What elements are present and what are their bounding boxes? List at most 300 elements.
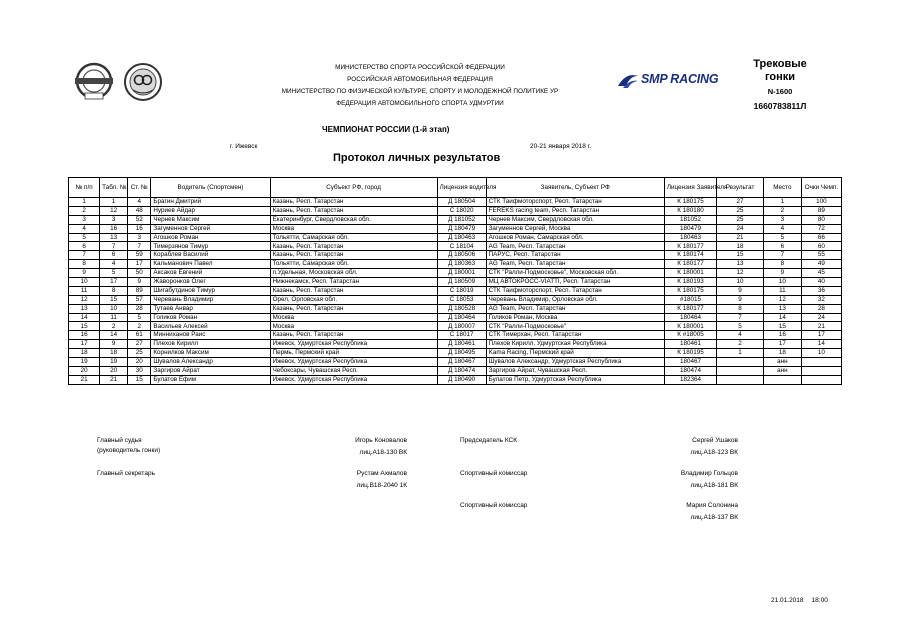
cell-entrant-license: 180467 xyxy=(664,358,716,367)
cell-driver: Брагин Дмитрий xyxy=(151,198,270,207)
cell-num: 4 xyxy=(69,224,100,233)
cell-entrant: Загуменнов Сергей, Москва xyxy=(486,224,664,233)
cell-table-num: 11 xyxy=(100,313,128,322)
cell-table-num: 7 xyxy=(100,242,128,251)
cell-result: 9 xyxy=(717,286,764,295)
cell-entrant: МЦ АВТОКРОСС-VIATTI, Респ. Татарстан xyxy=(486,278,664,287)
table-row xyxy=(69,286,842,295)
cell-place: 17 xyxy=(763,340,801,349)
cell-place: 12 xyxy=(763,295,801,304)
cell-region: Тольятти, Самарская обл. xyxy=(270,260,437,269)
cell-table-num: 10 xyxy=(100,304,128,313)
cell-points: 66 xyxy=(801,233,841,242)
cell-points xyxy=(801,375,841,384)
cell-table-num: 5 xyxy=(100,269,128,278)
cell-start-num: 15 xyxy=(128,375,151,384)
results-table xyxy=(68,177,842,385)
cell-table-num: 12 xyxy=(100,206,128,215)
table-row xyxy=(69,340,842,349)
cell-entrant: СТК "Ралли-Подмосковье" xyxy=(486,322,664,331)
col-header-place: Место xyxy=(763,178,801,198)
cell-result: 24 xyxy=(717,224,764,233)
discipline-line1: Трековые xyxy=(753,58,807,70)
cell-points: 21 xyxy=(801,322,841,331)
cell-start-num: 57 xyxy=(128,295,151,304)
cell-num: 9 xyxy=(69,269,100,278)
cell-table-num: 8 xyxy=(100,286,128,295)
cell-table-num: 6 xyxy=(100,251,128,260)
event-city: г. Ижевск xyxy=(230,143,258,150)
cell-table-num: 21 xyxy=(100,375,128,384)
cell-table-num: 3 xyxy=(100,215,128,224)
results-body xyxy=(69,198,842,385)
chief-secretary-label: Главный секретарь xyxy=(97,470,155,477)
cell-driver: Агошков Роман xyxy=(151,233,270,242)
class-label: N-1600 xyxy=(767,87,793,96)
cell-result xyxy=(717,375,764,384)
organizers-block xyxy=(240,62,600,110)
championship-title: ЧЕМПИОНАТ РОССИИ (1-й этап) xyxy=(322,125,450,134)
cell-result: 10 xyxy=(717,278,764,287)
cell-start-num: 61 xyxy=(128,331,151,340)
cell-start-num: 28 xyxy=(128,304,151,313)
cell-place: 11 xyxy=(763,286,801,295)
chief-secretary-name: Рустам Ахмалов xyxy=(356,470,407,477)
cell-table-num: 4 xyxy=(100,260,128,269)
cell-region: Казань, Респ. Татарстан xyxy=(270,242,437,251)
commissar-2-name: Мария Солонина xyxy=(686,502,738,509)
table-row xyxy=(69,242,842,251)
cell-entrant: СТК Таифмоторспорт, Респ. Татарстан xyxy=(486,198,664,207)
cell-result: 5 xyxy=(717,322,764,331)
cell-driver-license: С 18104 xyxy=(437,242,486,251)
cell-region: Ижевск, Удмуртская Республика xyxy=(270,375,437,384)
cell-start-num: 59 xyxy=(128,251,151,260)
cell-start-num: 50 xyxy=(128,269,151,278)
cell-result: 13 xyxy=(717,260,764,269)
cell-result xyxy=(717,358,764,367)
cell-result: 25 xyxy=(717,215,764,224)
event-dates: 20-21 января 2018 г. xyxy=(530,143,592,150)
cell-entrant: СТК Тимерхан, Респ. Татарстан xyxy=(486,331,664,340)
cell-start-num: 30 xyxy=(128,366,151,375)
cell-result: 15 xyxy=(717,251,764,260)
commissar-2-label: Спортивный комиссар xyxy=(460,502,528,509)
cell-entrant: СТК "Ралли-Подмосковье", Московская обл. xyxy=(486,269,664,278)
cell-entrant-license: 182364 xyxy=(664,375,716,384)
cell-entrant: Kama Racing, Пермский край xyxy=(486,349,664,358)
cell-table-num: 18 xyxy=(100,349,128,358)
cell-driver: Черевань Владимир xyxy=(151,295,270,304)
cell-entrant: Агошков Роман, Самарская обл. xyxy=(486,233,664,242)
cell-num: 20 xyxy=(69,366,100,375)
table-row xyxy=(69,375,842,384)
cell-region: Ижевск, Удмуртская Республика xyxy=(270,358,437,367)
cell-table-num: 1 xyxy=(100,198,128,207)
cell-start-num: 2 xyxy=(128,322,151,331)
table-row xyxy=(69,215,842,224)
cell-result: 25 xyxy=(717,206,764,215)
cell-start-num: 5 xyxy=(128,313,151,322)
cell-place: 16 xyxy=(763,331,801,340)
cell-entrant: Заргиров Айрат, Чувашская Респ. xyxy=(486,366,664,375)
cell-entrant: AG Team, Респ. Татарстан xyxy=(486,304,664,313)
cell-num: 11 xyxy=(69,286,100,295)
cell-num: 8 xyxy=(69,260,100,269)
cell-entrant-license: К 180001 xyxy=(664,322,716,331)
cell-driver-license: Д 180007 xyxy=(437,322,486,331)
cell-entrant: СТК Таифмоторспорт, Респ. Татарстан xyxy=(486,286,664,295)
cell-num: 19 xyxy=(69,358,100,367)
cell-entrant-license: 180461 xyxy=(664,340,716,349)
cell-entrant-license: К 180180 xyxy=(664,206,716,215)
cell-entrant-license: К 180193 xyxy=(664,278,716,287)
cell-region: Казань, Респ. Татарстан xyxy=(270,198,437,207)
ksk-chair-label: Председатель КСК xyxy=(460,437,518,444)
cell-start-num: 89 xyxy=(128,286,151,295)
cell-result: 4 xyxy=(717,331,764,340)
cell-place: 7 xyxy=(763,251,801,260)
cell-result: 7 xyxy=(717,313,764,322)
cell-region: Чебоксары, Чувашская Респ. xyxy=(270,366,437,375)
event-code: 1660783811Л xyxy=(753,101,807,111)
cell-num: 6 xyxy=(69,242,100,251)
cell-region: Нижнекамск, Респ. Татарстан xyxy=(270,278,437,287)
table-row xyxy=(69,278,842,287)
cell-place: 8 xyxy=(763,260,801,269)
cell-result: 9 xyxy=(717,295,764,304)
cell-driver: Кораблев Василий xyxy=(151,251,270,260)
print-date: 21.01.2018 xyxy=(771,597,804,604)
table-row xyxy=(69,233,842,242)
col-header-num: № п/п xyxy=(69,178,100,198)
cell-points: 55 xyxy=(801,251,841,260)
cell-points: 10 xyxy=(801,349,841,358)
cell-points: 24 xyxy=(801,313,841,322)
cell-result: 27 xyxy=(717,198,764,207)
cell-place: анн xyxy=(763,366,801,375)
cell-driver-license: Д 180474 xyxy=(437,366,486,375)
cell-entrant-license: К 180175 xyxy=(664,198,716,207)
cell-driver-license: Д 180461 xyxy=(437,340,486,349)
cell-points: 17 xyxy=(801,331,841,340)
cell-entrant-license: К 180174 xyxy=(664,251,716,260)
chief-judge-label: Главный судья xyxy=(97,437,142,444)
cell-start-num: 4 xyxy=(128,198,151,207)
cell-driver: Голиков Роман xyxy=(151,313,270,322)
cell-region: п.Удельная, Московская обл. xyxy=(270,269,437,278)
cell-place: 15 xyxy=(763,322,801,331)
cell-num: 2 xyxy=(69,206,100,215)
table-header-row xyxy=(69,178,842,198)
cell-driver: Васильев Алексей xyxy=(151,322,270,331)
cell-entrant: AG Team, Респ. Татарстан xyxy=(486,260,664,269)
table-row xyxy=(69,260,842,269)
cell-table-num: 16 xyxy=(100,224,128,233)
cell-points: 28 xyxy=(801,304,841,313)
discipline-line2: гонки xyxy=(764,71,796,83)
cell-start-num: 20 xyxy=(128,358,151,367)
cell-driver-license: Д 180495 xyxy=(437,349,486,358)
cell-driver: Шигабутдинов Тимур xyxy=(151,286,270,295)
col-header-start-num: Ст. № xyxy=(128,178,151,198)
cell-points: 72 xyxy=(801,224,841,233)
cell-table-num: 17 xyxy=(100,278,128,287)
cell-driver-license: Д 181052 xyxy=(437,215,486,224)
table-row xyxy=(69,198,842,207)
cell-driver-license: Д 180528 xyxy=(437,304,486,313)
cell-entrant-license: 180474 xyxy=(664,366,716,375)
cell-result: 21 xyxy=(717,233,764,242)
table-row xyxy=(69,358,842,367)
cell-result: 18 xyxy=(717,242,764,251)
cell-start-num: 25 xyxy=(128,349,151,358)
cell-place: 6 xyxy=(763,242,801,251)
cell-table-num: 19 xyxy=(100,358,128,367)
commissar-2-license: лиц.А18-137 ВК xyxy=(690,514,738,521)
cell-entrant: Чернев Максим, Свердловская обл. xyxy=(486,215,664,224)
cell-num: 18 xyxy=(69,349,100,358)
cell-result xyxy=(717,366,764,375)
cell-region: Екатеринбург, Свердловская обл. xyxy=(270,215,437,224)
org-line-2: РОССИЙСКАЯ АВТОМОБИЛЬНАЯ ФЕДЕРАЦИЯ xyxy=(347,76,493,83)
cell-entrant-license: 181052 xyxy=(664,215,716,224)
cell-points: 32 xyxy=(801,295,841,304)
chief-secretary-license: лиц.В18-2040 1К xyxy=(356,482,407,489)
cell-place xyxy=(763,375,801,384)
table-row xyxy=(69,251,842,260)
protocol-title: Протокол личных результатов xyxy=(333,152,501,164)
cell-driver: Загуменнов Сергей xyxy=(151,224,270,233)
cell-entrant: Голиков Роман, Москва xyxy=(486,313,664,322)
cell-result: 1 xyxy=(717,349,764,358)
cell-table-num: 13 xyxy=(100,233,128,242)
cell-start-num: 7 xyxy=(128,242,151,251)
cell-entrant-license: К 180001 xyxy=(664,269,716,278)
cell-driver: Тутаев Анвар xyxy=(151,304,270,313)
cell-place: анн xyxy=(763,358,801,367)
cell-driver-license: С 18020 xyxy=(437,206,486,215)
cell-driver: Кальманович Павел xyxy=(151,260,270,269)
cell-entrant: Булатов Петр, Удмуртская Республика xyxy=(486,375,664,384)
cell-region: Казань, Респ. Татарстан xyxy=(270,331,437,340)
cell-place: 4 xyxy=(763,224,801,233)
cell-region: Ижевск, Удмуртская Республика xyxy=(270,340,437,349)
cell-entrant-license: #18015 xyxy=(664,295,716,304)
cell-entrant: FEREKS racing team, Респ. Татарстан xyxy=(486,206,664,215)
chief-judge-license: лиц.А18-130 ВК xyxy=(359,449,407,456)
chief-judge-sublabel: (руководитель гонки) xyxy=(97,447,161,454)
cell-entrant-license: К 180177 xyxy=(664,260,716,269)
cell-num: 10 xyxy=(69,278,100,287)
table-row xyxy=(69,366,842,375)
cell-region: Москва xyxy=(270,313,437,322)
cell-entrant-license: 180463 xyxy=(664,233,716,242)
cell-num: 7 xyxy=(69,251,100,260)
org-line-4: ФЕДЕРАЦИЯ АВТОМОБИЛЬНОГО СПОРТА УДМУРТИИ xyxy=(336,100,504,107)
commissar-1-label: Спортивный комиссар xyxy=(460,470,528,477)
print-timestamp xyxy=(771,597,828,604)
col-header-table-num: Табл. № xyxy=(100,178,128,198)
cell-entrant: Черевань Владимир, Орловская обл. xyxy=(486,295,664,304)
cell-driver-license: Д 180490 xyxy=(437,375,486,384)
cell-points xyxy=(801,358,841,367)
cell-num: 14 xyxy=(69,313,100,322)
cell-num: 12 xyxy=(69,295,100,304)
cell-start-num: 16 xyxy=(128,224,151,233)
cell-points: 60 xyxy=(801,242,841,251)
cell-region: Пермь, Пермский край xyxy=(270,349,437,358)
col-header-region: Субъект РФ, город xyxy=(270,178,437,198)
event-info xyxy=(735,58,825,113)
table-row xyxy=(69,269,842,278)
table-row xyxy=(69,295,842,304)
cell-start-num: 52 xyxy=(128,215,151,224)
ksk-chair-license: лиц.А18-123 ВК xyxy=(690,449,738,456)
cell-region: Казань, Респ. Татарстан xyxy=(270,286,437,295)
cell-table-num: 9 xyxy=(100,340,128,349)
cell-result: 2 xyxy=(717,340,764,349)
cell-points xyxy=(801,366,841,375)
cell-start-num: 17 xyxy=(128,260,151,269)
cell-points: 80 xyxy=(801,215,841,224)
cell-driver: Нуриев Айдар xyxy=(151,206,270,215)
commissar-1-name: Владимир Гольцов xyxy=(680,470,738,477)
cell-start-num: 9 xyxy=(128,278,151,287)
cell-region: Орел, Орловская обл. xyxy=(270,295,437,304)
table-row xyxy=(69,206,842,215)
cell-num: 5 xyxy=(69,233,100,242)
cell-driver-license: Д 180363 xyxy=(437,260,486,269)
cell-driver: Плехов Кирилл xyxy=(151,340,270,349)
cell-place: 14 xyxy=(763,313,801,322)
ksk-chair-name: Сергей Ушаков xyxy=(692,437,738,444)
table-row xyxy=(69,304,842,313)
cell-place: 13 xyxy=(763,304,801,313)
cell-place: 2 xyxy=(763,206,801,215)
cell-table-num: 15 xyxy=(100,295,128,304)
col-header-points: Очки Чемп. xyxy=(801,178,841,198)
cell-region: Казань, Респ. Татарстан xyxy=(270,304,437,313)
cell-driver-license: С 18019 xyxy=(437,286,486,295)
cell-points: 36 xyxy=(801,286,841,295)
cell-points: 89 xyxy=(801,206,841,215)
col-header-driver: Водитель (Спортсмен) xyxy=(151,178,270,198)
cell-driver: Жаворонков Олег xyxy=(151,278,270,287)
cell-place: 3 xyxy=(763,215,801,224)
cell-num: 13 xyxy=(69,304,100,313)
chief-judge-name: Игорь Коновалов xyxy=(355,437,407,444)
cell-points: 40 xyxy=(801,278,841,287)
cell-points: 14 xyxy=(801,340,841,349)
cell-driver-license: Д 180506 xyxy=(437,251,486,260)
cell-result: 12 xyxy=(717,269,764,278)
cell-entrant-license: 180479 xyxy=(664,224,716,233)
cell-region: Москва xyxy=(270,224,437,233)
cell-start-num: 3 xyxy=(128,233,151,242)
table-row xyxy=(69,331,842,340)
cell-points: 49 xyxy=(801,260,841,269)
cell-region: Казань, Респ. Татарстан xyxy=(270,251,437,260)
cell-driver: Шувалов Александр xyxy=(151,358,270,367)
commissar-1-license: лиц.А18-181 ВК xyxy=(690,482,738,489)
cell-entrant-license: К 180195 xyxy=(664,349,716,358)
cell-entrant: Шувалов Александр, Удмуртская Республика xyxy=(486,358,664,367)
cell-driver-license: Д 180463 xyxy=(437,233,486,242)
col-header-result: Результат xyxy=(717,178,764,198)
cell-table-num: 2 xyxy=(100,322,128,331)
cell-entrant-license: К #18005 xyxy=(664,331,716,340)
cell-entrant-license: 180464 xyxy=(664,313,716,322)
cell-driver-license: Д 180001 xyxy=(437,269,486,278)
cell-driver: Булатов Ефим xyxy=(151,375,270,384)
sport-emblem-logo xyxy=(121,62,165,102)
cell-driver-license: С 18017 xyxy=(437,331,486,340)
cell-points: 100 xyxy=(801,198,841,207)
cell-num: 3 xyxy=(69,215,100,224)
cell-entrant: ПАРУС, Респ. Татарстан xyxy=(486,251,664,260)
cell-place: 5 xyxy=(763,233,801,242)
col-header-entrant-license: Лицензия Заявителя xyxy=(664,178,716,198)
cell-place: 1 xyxy=(763,198,801,207)
cell-entrant: AG Team, Респ. Татарстан xyxy=(486,242,664,251)
print-time: 18:00 xyxy=(811,597,828,604)
col-header-driver-license: Лицензия водителя xyxy=(437,178,486,198)
cell-driver-license: Д 180467 xyxy=(437,358,486,367)
cell-num: 16 xyxy=(69,331,100,340)
table-row xyxy=(69,224,842,233)
cell-entrant: Плехов Кирилл, Удмуртская Республика xyxy=(486,340,664,349)
sponsor-name: SMP RACING xyxy=(641,72,719,86)
cell-driver: Чернев Максим xyxy=(151,215,270,224)
cell-region: Тольятти, Самарская обл. xyxy=(270,233,437,242)
cell-place: 10 xyxy=(763,278,801,287)
cell-driver: Аксаков Евгений xyxy=(151,269,270,278)
cell-entrant-license: К 180175 xyxy=(664,286,716,295)
cell-table-num: 20 xyxy=(100,366,128,375)
col-header-entrant: Заявитель, Субъект РФ xyxy=(486,178,664,198)
cell-start-num: 27 xyxy=(128,340,151,349)
cell-result: 8 xyxy=(717,304,764,313)
cell-driver: Заргиров Айрат xyxy=(151,366,270,375)
org-line-3: МИНИСТЕРСТВО ПО ФИЗИЧЕСКОЙ КУЛЬТУРЕ, СПОРТУ И МОЛОДЕЖНОЙ ПОЛИТИКЕ УР xyxy=(281,88,559,95)
cell-num: 15 xyxy=(69,322,100,331)
cell-driver-license: Д 180479 xyxy=(437,224,486,233)
cell-region: Москва xyxy=(270,322,437,331)
cell-table-num: 14 xyxy=(100,331,128,340)
fas-logo xyxy=(71,62,117,102)
cell-entrant-license: К 180177 xyxy=(664,304,716,313)
cell-num: 17 xyxy=(69,340,100,349)
cell-driver: Тимерзянов Тимур xyxy=(151,242,270,251)
cell-driver-license: С 18053 xyxy=(437,295,486,304)
cell-place: 9 xyxy=(763,269,801,278)
table-row xyxy=(69,349,842,358)
cell-driver-license: Д 180509 xyxy=(437,278,486,287)
cell-entrant-license: К 180177 xyxy=(664,242,716,251)
cell-points: 45 xyxy=(801,269,841,278)
cell-num: 21 xyxy=(69,375,100,384)
cell-driver-license: Д 180504 xyxy=(437,198,486,207)
cell-num: 1 xyxy=(69,198,100,207)
cell-place: 18 xyxy=(763,349,801,358)
cell-driver: Корнилков Максим xyxy=(151,349,270,358)
cell-driver-license: Д 180464 xyxy=(437,313,486,322)
table-row xyxy=(69,322,842,331)
cell-region: Казань, Респ. Татарстан xyxy=(270,206,437,215)
org-line-1: МИНИСТЕРСТВО СПОРТА РОССИЙСКОЙ ФЕДЕРАЦИИ xyxy=(335,64,505,71)
table-row xyxy=(69,313,842,322)
